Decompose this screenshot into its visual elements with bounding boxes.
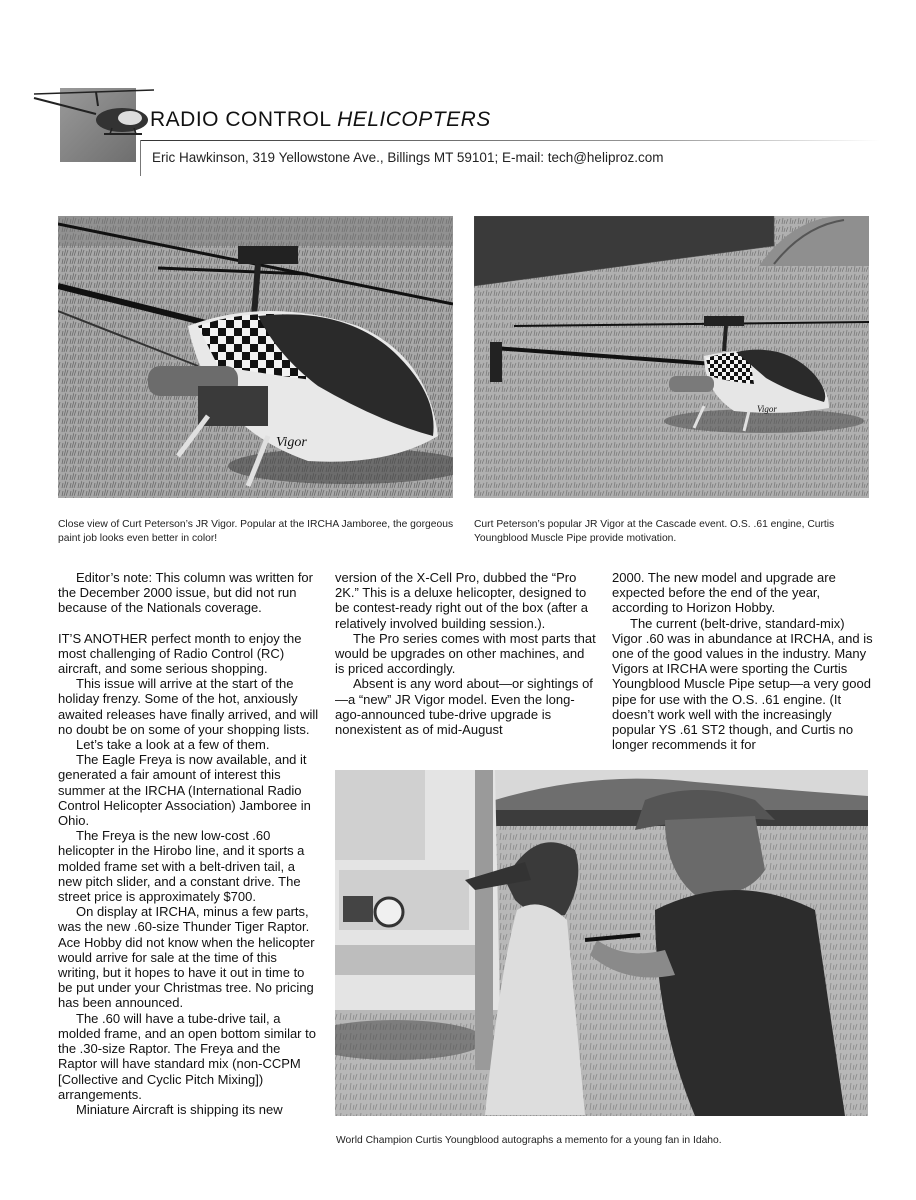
article-paragraph: The .60 will have a tube-drive tail, a molded frame, and an open bottom similar to the .30-size Raptor. The Freya and the Raptor will have standard mix (non-CCPM [Collective and Cyclic Pitch Mixing]) arrangements.: [58, 1010, 316, 1102]
article-column-3: [612, 570, 874, 752]
photo-vigor-field-caption: Curt Peterson’s popular JR Vigor at the Cascade event. O.S. .61 engine, Curtis Youngblood Muscle Pipe provide motivation.: [474, 519, 835, 544]
article-paragraph: The Freya is the new low-cost .60 helicopter in the Hirobo line, and it sports a molded frame set with a belt-driven tail, a new pitch slider, and a constant drive. The street price is approximately $700.: [58, 828, 305, 905]
article-paragraph: Let’s take a look at a few of them.: [76, 737, 270, 753]
article-paragraph: Absent is any word about—or sightings of—a “new” JR Vigor model. Even the long-ago-announced tube-drive upgrade is nonexistent as of mid-August: [335, 676, 593, 738]
column-title-main: RADIO CONTROL: [150, 108, 338, 131]
photo-vigor-closeup-caption: Close view of Curt Peterson’s JR Vigor. Popular at the IRCHA Jamboree, the gorgeous paint job looks even better in color!: [58, 519, 454, 544]
article-paragraph: The Eagle Freya is now available, and it generated a fair amount of interest this summer at the IRCHA (International Radio Control Helicopter Association) Jamboree in Ohio.: [58, 752, 311, 829]
author-contact: Eric Hawkinson, 319 Yellowstone Ave., Billings MT 59101; E-mail: tech@heliproz.com: [152, 150, 664, 165]
article-column-2: [335, 570, 597, 737]
article-paragraph: IT’S ANOTHER perfect month to enjoy the most challenging of Radio Control (RC) aircraft, and some serious shopping.: [58, 630, 302, 677]
article-paragraph: 2000. The new model and upgrade are expected before the end of the year, according to Horizon Hobby.: [612, 570, 836, 616]
article-paragraph: On display at IRCHA, minus a few parts, was the new .60-size Thunder Tiger Raptor. Ace Hobby did not know when the helicopter would arrive for sale at the time of this writing, but it hopes to have it out in time to be put under your Christmas tree. No pricing has been announced.: [58, 904, 315, 1011]
helicopter-icon: [26, 80, 156, 150]
article-column-1: [58, 570, 320, 1117]
photo-autograph: [335, 770, 868, 1116]
photo-vigor-closeup: [58, 216, 453, 498]
article-paragraph: The current (belt-drive, standard-mix) Vigor .60 was in abundance at IRCHA, and is one of the good values in the industry. Many Vigors at IRCHA were sporting the Curtis Youngblood Muscle Pipe setup—a very good pipe for use with the O.S. .61 engine. (It doesn’t work well with the increasingly popular YS .61 ST2 though, and Curtis no longer recommends it for: [612, 615, 873, 753]
article-paragraph: Miniature Aircraft is shipping its new: [76, 1101, 283, 1117]
header-rule-vertical: [140, 140, 141, 176]
column-logo: [60, 88, 136, 162]
photo-autograph-caption: World Champion Curtis Youngblood autographs a memento for a young fan in Idaho.: [336, 1135, 722, 1146]
header-rule: [140, 140, 880, 141]
article-paragraph: version of the X-Cell Pro, dubbed the “Pro 2K.” This is a deluxe helicopter, designed to be contest-ready right out of the box (after a relatively involved building session.).: [335, 570, 588, 631]
photo-vigor-field: [474, 216, 869, 498]
article-paragraph: This issue will arrive at the start of the holiday frenzy. Some of the hot, anxiously awaited releases have finally arrived, and will no doubt be on some of your shopping lists.: [58, 676, 319, 737]
column-title-emphasis: HELICOPTERS: [337, 108, 491, 131]
editors-note: Editor’s note: This column was written for the December 2000 issue, but did not run because of the Nationals coverage.: [58, 570, 313, 616]
vigor-decal-small: Vigor: [757, 404, 777, 414]
vigor-decal: Vigor: [276, 435, 307, 450]
article-paragraph: The Pro series comes with most parts that would be upgrades on other machines, and is priced accordingly.: [335, 630, 596, 677]
column-title: [150, 108, 491, 132]
